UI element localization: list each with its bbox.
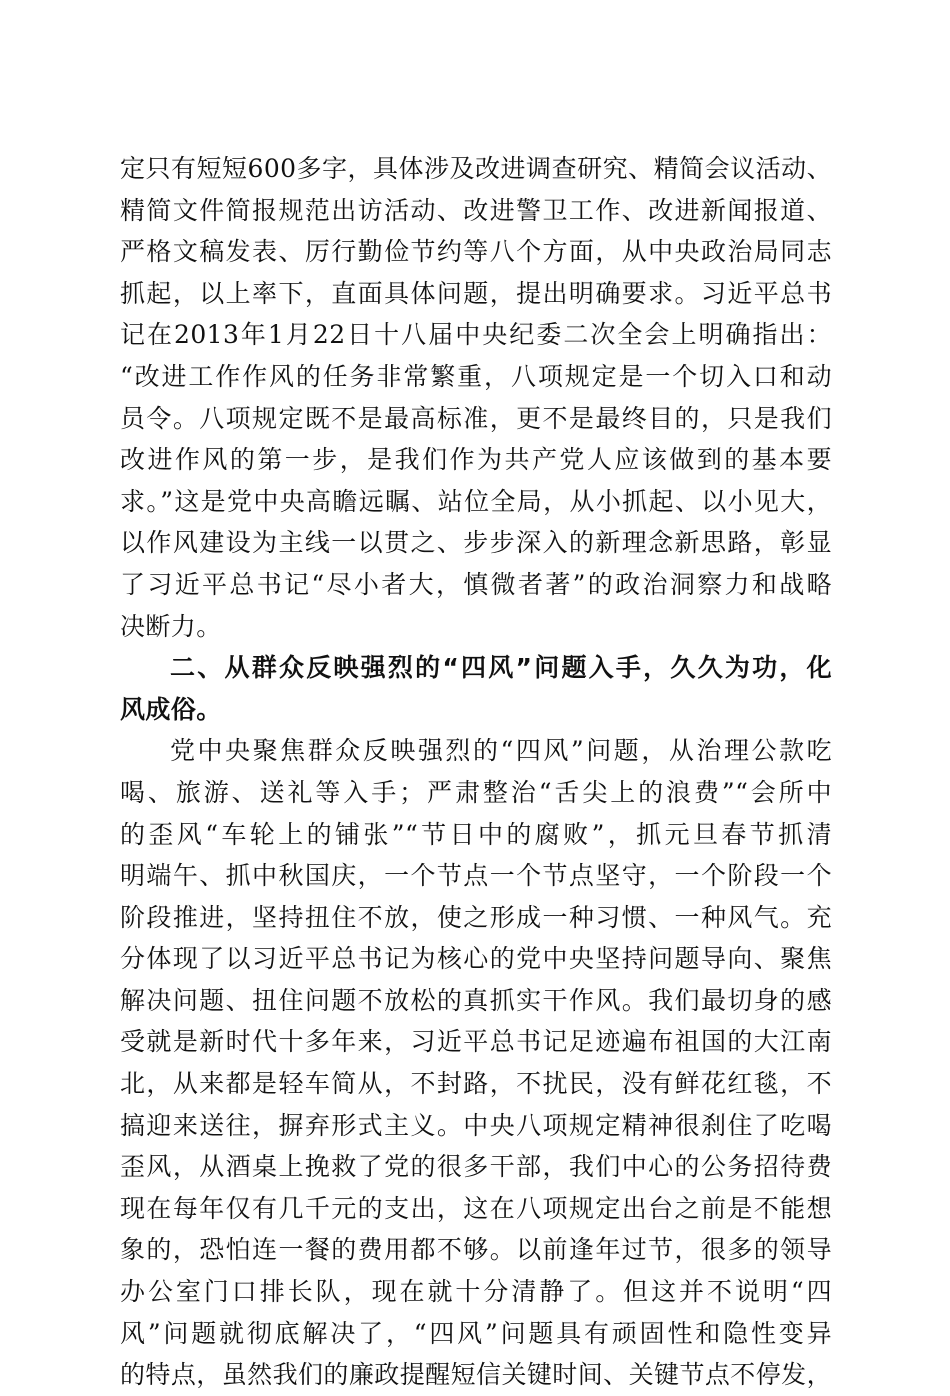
- text-line: 喝、旅游、送礼等入手；严肃整治“舌尖上的浪费”“会所中: [120, 777, 832, 807]
- heading-line: 二、从群众反映强烈的“四风”问题入手，久久为功，化: [170, 653, 832, 683]
- text-line: 的歪风“车轮上的铺张”“节日中的腐败”，抓元旦春节抓清: [120, 819, 832, 849]
- text-line: 抓起，以上率下，直面具体问题，提出明确要求。习近平总书: [120, 278, 832, 308]
- text-line: 精简文件简报规范出访活动、改进警卫工作、改进新闻报道、: [120, 195, 832, 225]
- text-line: 解决问题、扭住问题不放松的真抓实干作风。我们最切身的感: [120, 985, 832, 1015]
- paragraph-1: [120, 148, 832, 647]
- text-line: 阶段推进，坚持扭住不放，使之形成一种习惯、一种风气。充: [120, 902, 832, 932]
- text-line: 以作风建设为主线一以贯之、步步深入的新理念新思路，彰显: [120, 528, 832, 558]
- text-line: 改进作风的第一步，是我们作为共产党人应该做到的基本要: [120, 445, 832, 475]
- paragraph-2: [120, 730, 832, 1396]
- text-line: 现在每年仅有几千元的支出，这在八项规定出台之前是不能想: [120, 1193, 832, 1223]
- text-line: 党中央聚焦群众反映强烈的“四风”问题，从治理公款吃: [170, 736, 832, 766]
- text-line: 歪风，从酒桌上挽救了党的很多干部，我们中心的公务招待费: [120, 1152, 832, 1182]
- text-line: 记在2013年1月22日十八届中央纪委二次全会上明确指出：: [120, 320, 832, 350]
- text-line: 求。”这是党中央高瞻远瞩、站位全局，从小抓起、以小见大，: [120, 486, 832, 516]
- text-line: 严格文稿发表、厉行勤俭节约等八个方面，从中央政治局同志: [120, 237, 832, 267]
- text-line: 明端午、抓中秋国庆，一个节点一个节点坚守，一个阶段一个: [120, 861, 832, 891]
- text-line: 决断力。: [120, 611, 222, 641]
- text-line: 受就是新时代十多年来，习近平总书记足迹遍布祖国的大江南: [120, 1027, 832, 1057]
- text-line: “改进工作作风的任务非常繁重，八项规定是一个切入口和动: [120, 361, 832, 391]
- document-body: [120, 148, 832, 1396]
- text-line: 定只有短短600多字，具体涉及改进调查研究、精简会议活动、: [120, 154, 832, 183]
- text-line: 风”问题就彻底解决了，“四风”问题具有顽固性和隐性变异: [120, 1318, 832, 1348]
- heading-line: 风成俗。: [120, 694, 222, 724]
- text-line: 的特点，虽然我们的廉政提醒短信关键时间、关键节点不停发，: [120, 1360, 832, 1390]
- text-line: 分体现了以习近平总书记为核心的党中央坚持问题导向、聚焦: [120, 944, 832, 974]
- text-line: 象的，恐怕连一餐的费用都不够。以前逢年过节，很多的领导: [120, 1235, 832, 1265]
- text-line: 了习近平总书记“尽小者大，慎微者著”的政治洞察力和战略: [120, 569, 832, 599]
- text-line: 搞迎来送往，摒弃形式主义。中央八项规定精神很刹住了吃喝: [120, 1110, 832, 1140]
- text-line: 员令。八项规定既不是最高标准，更不是最终目的，只是我们: [120, 403, 832, 433]
- text-line: 北，从来都是轻车简从，不封路，不扰民，没有鲜花红毯，不: [120, 1069, 832, 1099]
- text-line: 办公室门口排长队，现在就十分清静了。但这并不说明“四: [120, 1277, 832, 1307]
- section-heading: [120, 647, 832, 730]
